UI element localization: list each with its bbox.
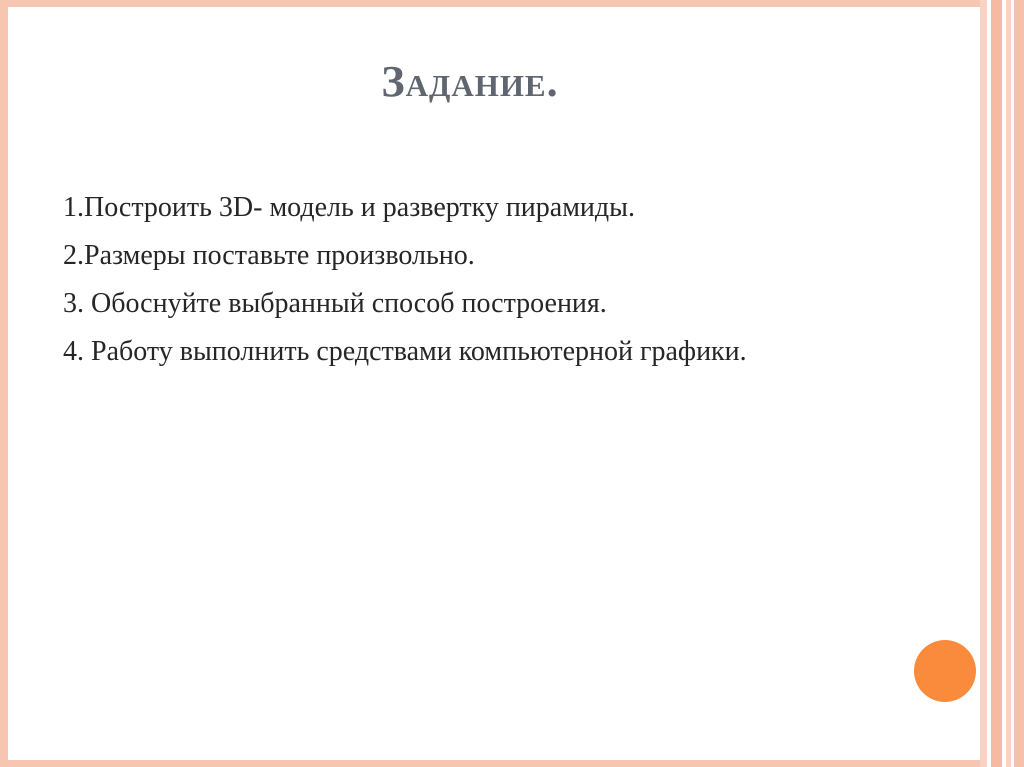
right-border-stripe — [980, 0, 987, 767]
task-item: 4. Работу выполнить средствами компьютерной графики. — [63, 336, 747, 367]
task-item: 1.Построить 3D- модель и развертку пирамиды. — [63, 192, 635, 223]
orange-circle-icon — [914, 640, 976, 702]
bottom-border-line — [0, 760, 986, 767]
task-list — [63, 188, 923, 380]
slide-title: Задание. — [381, 57, 559, 106]
task-item: 3. Обоснуйте выбранный способ построения. — [63, 288, 607, 319]
left-border-stripe — [0, 0, 8, 767]
right-border-stripe — [991, 0, 1002, 767]
top-border-line — [0, 0, 986, 7]
task-item: 2.Размеры поставьте произвольно. — [63, 240, 475, 271]
right-border-stripe — [1014, 0, 1024, 767]
